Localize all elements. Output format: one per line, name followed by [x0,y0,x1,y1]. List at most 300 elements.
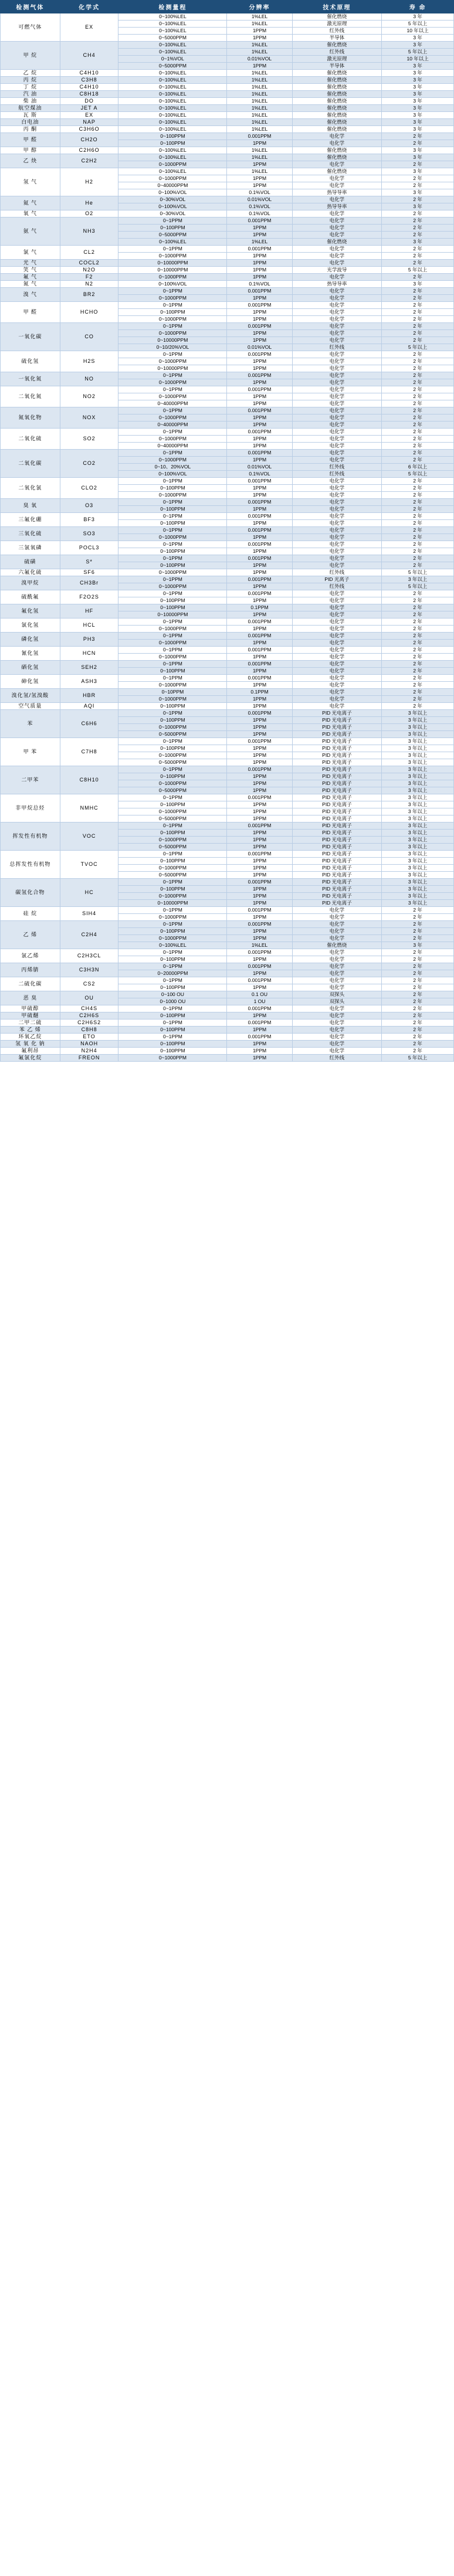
cell-technology: 催化燃烧 [292,942,382,949]
table-row [1,991,454,998]
cell-range: 0~1PPM [118,738,227,745]
table-row [1,633,454,640]
cell-lifetime: 2 年 [382,295,454,302]
cell-range: 0~1PPM [118,407,227,414]
cell-lifetime: 3 年 [382,13,454,21]
cell-lifetime: 5 年以上 [382,49,454,56]
cell-resolution: 1PPM [227,1041,292,1048]
table-row [1,450,454,457]
cell-range: 0~1000PPM [118,893,227,900]
cell-technology: PID 光电离子 [292,731,382,738]
cell-range: 0~40000PPM [118,422,227,429]
cell-lifetime: 3 年以上 [382,731,454,738]
cell-range: 0~1000PPM [118,640,227,647]
cell-technology: 催化燃烧 [292,147,382,154]
cell-technology: 电化学 [292,407,382,414]
cell-resolution: 0.1%VOL [227,210,292,218]
cell-resolution: 0.001PPM [227,302,292,309]
cell-range: 0~5000PPM [118,232,227,239]
cell-gas-name: 空气质量 [1,703,60,710]
cell-gas-name: 丙烯腈 [1,963,60,977]
table-row [1,126,454,133]
cell-resolution: 1PPM [227,1027,292,1034]
cell-resolution: 0.001PPM [227,407,292,414]
cell-range: 0~100PPM [118,604,227,611]
cell-technology: 电化学 [292,337,382,344]
cell-range: 0~100%LEL [118,70,227,77]
cell-technology: 电化学 [292,921,382,928]
cell-lifetime: 3 年 [382,154,454,161]
cell-resolution: 1PPM [227,520,292,527]
cell-technology: 电化学 [292,604,382,611]
cell-range: 0~100PPM [118,668,227,675]
cell-technology: 电化学 [292,140,382,147]
cell-technology: PID 光电离子 [292,773,382,780]
cell-formula: C2H3CL [60,949,118,963]
table-row [1,766,454,773]
cell-gas-name: 甲 烷 [1,42,60,70]
cell-lifetime: 3 年 [382,281,454,288]
cell-range: 0~100%VOL [118,203,227,210]
table-row [1,851,454,858]
cell-range: 0~10000PPM [118,365,227,372]
cell-technology: 电化学 [292,161,382,168]
cell-range: 0~5000PPM [118,815,227,823]
cell-range: 0~1PPM [118,710,227,717]
cell-technology: 激光原理 [292,56,382,63]
cell-range: 0~1000PPM [118,492,227,499]
cell-resolution: 1PPM [227,731,292,738]
cell-resolution: 0.01%VOL [227,196,292,203]
cell-lifetime: 2 年 [382,443,454,450]
cell-lifetime: 2 年 [382,1034,454,1041]
table-row [1,302,454,309]
cell-technology: 电化学 [292,232,382,239]
cell-technology: 电化学 [292,351,382,358]
table-row [1,604,454,611]
cell-technology: 催化燃烧 [292,70,382,77]
cell-resolution: 0.001PPM [227,618,292,626]
cell-range: 0~100%LEL [118,119,227,126]
cell-range: 0~100PPM [118,928,227,935]
table-row [1,1034,454,1041]
cell-resolution: 1%LEL [227,84,292,91]
cell-resolution: 0.001PPM [227,386,292,393]
cell-resolution: 0.1%VOL [227,203,292,210]
cell-formula: SIH4 [60,907,118,921]
cell-lifetime: 2 年 [382,618,454,626]
cell-gas-name: 氟化氢 [1,604,60,618]
table-row [1,689,454,696]
cell-technology: 电化学 [292,513,382,520]
cell-technology: 电化学 [292,703,382,710]
cell-technology: 双探头 [292,991,382,998]
table-row [1,429,454,436]
cell-range: 0~1PPM [118,576,227,583]
cell-range: 0~1000PPM [118,780,227,787]
table-row [1,323,454,330]
cell-gas-name: 溴 气 [1,288,60,302]
cell-resolution: 1PPM [227,801,292,808]
cell-resolution: 1PPM [227,837,292,844]
cell-gas-name: 丙 烷 [1,77,60,84]
cell-range: 0~1000PPM [118,837,227,844]
table-row [1,1055,454,1062]
cell-technology: 催化燃烧 [292,112,382,119]
cell-technology: PID 光电离子 [292,837,382,844]
cell-resolution: 1%LEL [227,168,292,175]
table-row [1,105,454,112]
cell-lifetime: 2 年 [382,1048,454,1055]
cell-range: 0~100PPM [118,956,227,963]
cell-technology: PID 光电离子 [292,738,382,745]
table-row [1,210,454,218]
cell-resolution: 1%LEL [227,126,292,133]
cell-resolution: 1%LEL [227,239,292,246]
cell-lifetime: 3 年以上 [382,830,454,837]
cell-lifetime: 2 年 [382,309,454,316]
cell-range: 0~1PPM [118,1034,227,1041]
cell-lifetime: 2 年 [382,949,454,956]
cell-formula: CO2 [60,450,118,478]
cell-lifetime: 2 年 [382,407,454,414]
cell-technology: 电化学 [292,295,382,302]
cell-gas-name: 氟利昂 [1,1048,60,1055]
cell-resolution: 1PPM [227,696,292,703]
cell-formula: C2H6O [60,147,118,154]
cell-gas-name: 二氧化碳 [1,450,60,478]
cell-range: 0~100PPM [118,801,227,808]
cell-technology: 红外线 [292,1055,382,1062]
cell-formula: SO3 [60,527,118,541]
cell-gas-name: 氧 气 [1,210,60,218]
cell-range: 0~100PPM [118,984,227,991]
cell-lifetime: 2 年 [382,1005,454,1012]
cell-technology: 电化学 [292,562,382,569]
cell-technology: 电化学 [292,323,382,330]
cell-lifetime: 2 年 [382,527,454,534]
cell-lifetime: 3 年以上 [382,872,454,879]
cell-lifetime: 2 年 [382,210,454,218]
cell-resolution: 1PPM [227,865,292,872]
cell-range: 0~20000PPM [118,970,227,977]
cell-technology: 催化燃烧 [292,119,382,126]
col-header-gas: 检测气体 [1,1,60,13]
cell-technology: 电化学 [292,309,382,316]
cell-lifetime: 3 年以上 [382,780,454,787]
cell-formula: HCL [60,618,118,633]
cell-technology: 电化学 [292,611,382,618]
cell-resolution: 0.001PPM [227,710,292,717]
cell-resolution: 1PPM [227,759,292,766]
cell-gas-name: 非甲烷总烃 [1,794,60,823]
cell-lifetime: 2 年 [382,611,454,618]
cell-range: 0~30%VOL [118,196,227,203]
cell-lifetime: 3 年 [382,98,454,105]
cell-gas-name: 二甲二硫 [1,1019,60,1027]
cell-lifetime: 2 年 [382,288,454,295]
cell-gas-name: 乙 烷 [1,70,60,77]
cell-lifetime: 2 年 [382,225,454,232]
cell-range: 0~100PPM [118,133,227,140]
cell-lifetime: 2 年 [382,1027,454,1034]
cell-technology: 电化学 [292,1048,382,1055]
table-row [1,618,454,626]
table-row [1,91,454,98]
cell-gas-name: 总挥发性有机物 [1,851,60,879]
cell-lifetime: 3 年以上 [382,900,454,907]
cell-range: 0~1000PPM [118,253,227,260]
table-row [1,147,454,154]
table-row [1,112,454,119]
cell-gas-name: 甲硫醚 [1,1012,60,1019]
cell-formula: NH3 [60,218,118,246]
cell-range: 0~100%LEL [118,21,227,28]
cell-technology: 电化学 [292,1019,382,1027]
col-header-resolution: 分辨率 [227,1,292,13]
cell-resolution: 1PPM [227,267,292,274]
cell-resolution: 0.001PPM [227,661,292,668]
cell-formula: HC [60,879,118,907]
cell-lifetime: 2 年 [382,1019,454,1027]
cell-resolution: 0.001PPM [227,246,292,253]
cell-lifetime: 2 年 [382,457,454,464]
cell-resolution: 0.001PPM [227,218,292,225]
table-row [1,218,454,225]
cell-formula: POCL3 [60,541,118,555]
cell-lifetime: 5 年以上 [382,471,454,478]
cell-lifetime: 3 年以上 [382,893,454,900]
cell-resolution: 0.1%VOL [227,471,292,478]
cell-gas-name: 硒化氢 [1,661,60,675]
cell-resolution: 0.1PPM [227,689,292,696]
cell-range: 0~100PPM [118,858,227,865]
cell-gas-name: 硫酰氟 [1,590,60,604]
cell-lifetime: 3 年以上 [382,752,454,759]
cell-range: 0~1PPM [118,288,227,295]
cell-formula: H2S [60,351,118,372]
cell-gas-name: 三氧化硫 [1,527,60,541]
cell-lifetime: 2 年 [382,274,454,281]
cell-lifetime: 2 年 [382,1012,454,1019]
cell-technology: 热导导率 [292,189,382,196]
cell-range: 0~1PPM [118,879,227,886]
cell-lifetime: 2 年 [382,914,454,921]
cell-technology: 电化学 [292,457,382,464]
cell-resolution: 1%LEL [227,942,292,949]
cell-technology: 电化学 [292,246,382,253]
cell-resolution: 1PPM [227,35,292,42]
cell-gas-name: 可燃气体 [1,13,60,42]
cell-resolution: 1%LEL [227,49,292,56]
table-row [1,274,454,281]
cell-resolution: 1PPM [227,274,292,281]
cell-technology: 电化学 [292,682,382,689]
cell-formula: CH4S [60,1005,118,1012]
cell-lifetime: 5 年以上 [382,583,454,590]
cell-gas-name: 白电油 [1,119,60,126]
table-row [1,246,454,253]
cell-resolution: 1PPM [227,443,292,450]
cell-technology: 催化燃烧 [292,98,382,105]
cell-range: 0~100PPM [118,1048,227,1055]
cell-gas-name: 汽 油 [1,91,60,98]
cell-formula: HF [60,604,118,618]
cell-resolution: 0.001PPM [227,541,292,548]
cell-technology: PID 光电离子 [292,844,382,851]
cell-resolution: 0.001PPM [227,766,292,773]
cell-lifetime: 5 年以上 [382,267,454,274]
cell-technology: 电化学 [292,1034,382,1041]
cell-formula: C2H6S2 [60,1019,118,1027]
cell-resolution: 1PPM [227,914,292,921]
cell-gas-name: 六氟化硫 [1,569,60,576]
cell-range: 0~1000PPM [118,914,227,921]
cell-technology: 电化学 [292,196,382,203]
cell-technology: 电化学 [292,956,382,963]
cell-formula: C2H2 [60,154,118,168]
cell-lifetime: 3 年 [382,239,454,246]
cell-gas-name: 砷化氢 [1,675,60,689]
cell-gas-name: 二氧化硫 [1,429,60,450]
cell-range: 0~1000PPM [118,436,227,443]
cell-lifetime: 2 年 [382,351,454,358]
cell-technology: 电化学 [292,506,382,513]
cell-resolution: 1PPM [227,485,292,492]
table-row [1,13,454,21]
cell-range: 0~100PPM [118,773,227,780]
cell-range: 0~1PPM [118,386,227,393]
cell-technology: PID 光离子 [292,576,382,583]
cell-lifetime: 2 年 [382,548,454,555]
cell-technology: 电化学 [292,386,382,393]
cell-lifetime: 2 年 [382,626,454,633]
cell-technology: 催化燃烧 [292,105,382,112]
cell-range: 0~1000PPM [118,583,227,590]
cell-lifetime: 2 年 [382,963,454,970]
cell-technology: 电化学 [292,1027,382,1034]
cell-resolution: 1PPM [227,400,292,407]
cell-technology: 电化学 [292,499,382,506]
cell-resolution: 1PPM [227,1012,292,1019]
cell-resolution: 1%LEL [227,154,292,161]
cell-range: 0~5000PPM [118,787,227,794]
cell-lifetime: 3 年 [382,35,454,42]
cell-range: 0~100%LEL [118,49,227,56]
cell-range: 0~1000PPM [118,379,227,386]
cell-range: 0~1PPM [118,323,227,330]
cell-range: 0~1000PPM [118,569,227,576]
cell-technology: 电化学 [292,253,382,260]
cell-lifetime: 3 年以上 [382,710,454,717]
cell-range: 0~1PPM [118,302,227,309]
cell-resolution: 1PPM [227,316,292,323]
cell-formula: C6H6 [60,710,118,738]
cell-resolution: 0.001PPM [227,738,292,745]
table-row [1,590,454,597]
cell-formula: CH3Br [60,576,118,590]
cell-resolution: 1PPM [227,808,292,815]
col-header-range: 检测量程 [118,1,227,13]
cell-range: 0~100PPM [118,830,227,837]
cell-lifetime: 2 年 [382,330,454,337]
cell-lifetime: 3 年以上 [382,858,454,865]
cell-technology: 双探头 [292,998,382,1005]
cell-range: 0~1000PPM [118,414,227,422]
cell-formula: F2O2S [60,590,118,604]
cell-resolution: 1PPM [227,436,292,443]
cell-technology: PID 光电离子 [292,865,382,872]
table-row [1,710,454,717]
table-row [1,738,454,745]
cell-resolution: 1%LEL [227,147,292,154]
cell-technology: 电化学 [292,365,382,372]
cell-gas-name: 氰化氢 [1,647,60,661]
cell-resolution: 1 OU [227,998,292,1005]
cell-resolution: 1%LEL [227,105,292,112]
cell-lifetime: 3 年 [382,203,454,210]
cell-range: 0~10/20%VOL [118,344,227,351]
cell-range: 0~1PPM [118,766,227,773]
cell-range: 0~1PPM [118,794,227,801]
cell-range: 0~1PPM [118,429,227,436]
cell-formula: DO [60,98,118,105]
cell-resolution: 1PPM [227,562,292,569]
cell-resolution: 0.001PPM [227,513,292,520]
cell-resolution: 1PPM [227,63,292,70]
cell-technology: 电化学 [292,379,382,386]
table-row [1,168,454,175]
cell-technology: 电化学 [292,597,382,604]
cell-technology: 红外线 [292,471,382,478]
cell-range: 0~1PPM [118,499,227,506]
cell-resolution: 1PPM [227,358,292,365]
cell-lifetime: 5 年以上 [382,1055,454,1062]
cell-lifetime: 3 年以上 [382,724,454,731]
cell-technology: 电化学 [292,133,382,140]
cell-lifetime: 2 年 [382,928,454,935]
cell-range: 0~1000PPM [118,295,227,302]
cell-formula: EX [60,13,118,42]
cell-range: 0~1000PPM [118,1055,227,1062]
cell-resolution: 1%LEL [227,21,292,28]
cell-lifetime: 2 年 [382,232,454,239]
cell-lifetime: 2 年 [382,555,454,562]
cell-resolution: 1PPM [227,337,292,344]
cell-technology: 电化学 [292,316,382,323]
cell-formula: SO2 [60,429,118,450]
cell-lifetime: 2 年 [382,668,454,675]
cell-technology: 电化学 [292,970,382,977]
cell-range: 0~10000PPM [118,611,227,618]
cell-resolution: 0.001PPM [227,499,292,506]
cell-technology: 红外线 [292,344,382,351]
cell-range: 0~1PPM [118,555,227,562]
cell-technology: PID 光电离子 [292,759,382,766]
cell-resolution: 0.001PPM [227,1019,292,1027]
cell-formula: FREON [60,1055,118,1062]
cell-range: 0~1000PPM [118,358,227,365]
table-row [1,281,454,288]
cell-formula: C8H18 [60,91,118,98]
cell-range: 0~1000PPM [118,316,227,323]
table-row [1,527,454,534]
cell-technology: 红外线 [292,28,382,35]
cell-range: 0~100%VOL [118,471,227,478]
cell-resolution: 1PPM [227,597,292,604]
cell-technology: PID 光电离子 [292,872,382,879]
cell-gas-name: 氮氧化物 [1,407,60,429]
